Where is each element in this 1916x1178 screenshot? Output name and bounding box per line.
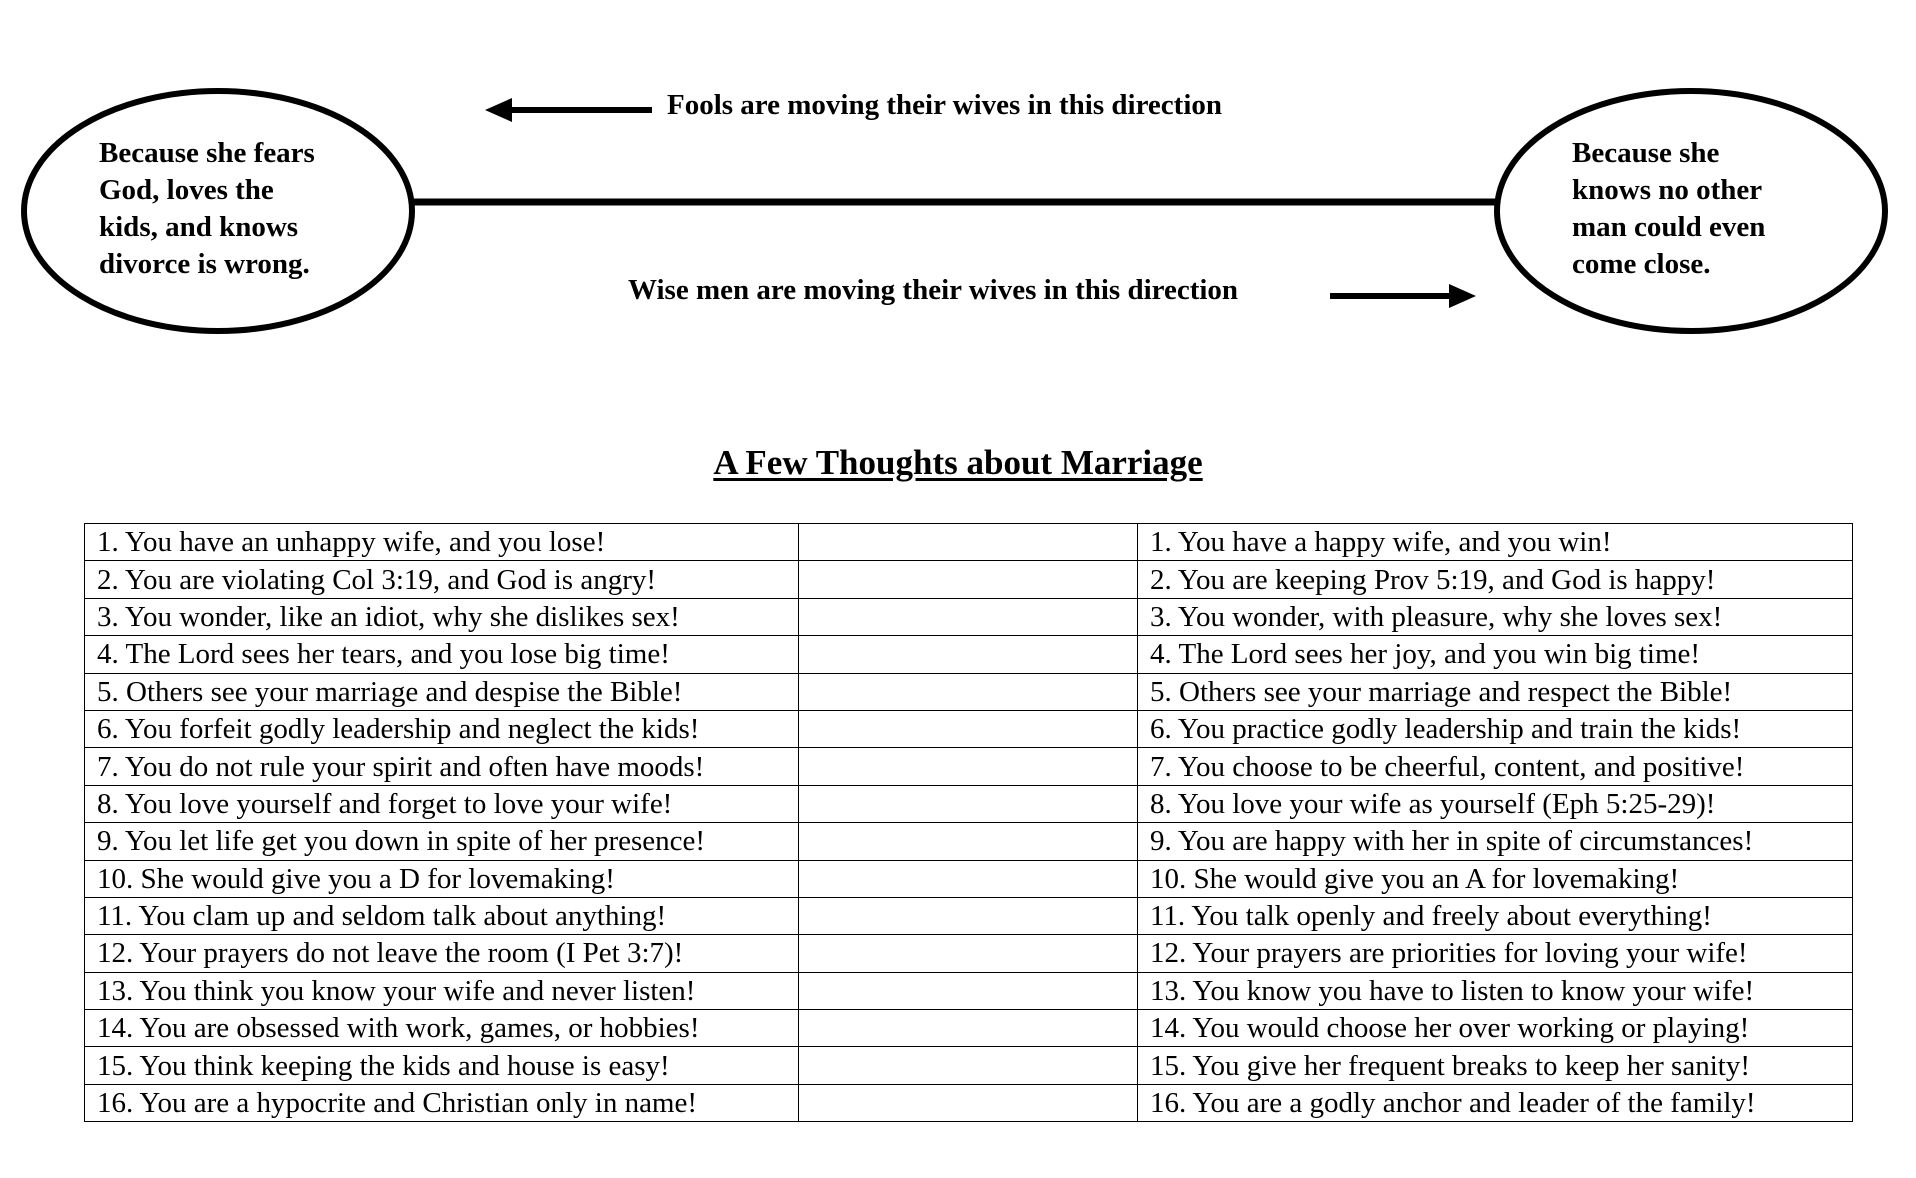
empty-spacer-cell — [799, 598, 1138, 635]
wise-statement-cell: 10. She would give you an A for lovemaking! — [1138, 860, 1853, 897]
table-row — [85, 972, 1853, 1009]
empty-spacer-cell — [799, 860, 1138, 897]
table-row — [85, 860, 1853, 897]
empty-spacer-cell — [799, 897, 1138, 934]
wise-statement-cell: 4. The Lord sees her joy, and you win big time! — [1138, 636, 1853, 673]
fool-statement-cell: 12. Your prayers do not leave the room (I Pet 3:7)! — [85, 935, 799, 972]
table-row — [85, 710, 1853, 747]
wise-statement-cell: 3. You wonder, with pleasure, why she loves sex! — [1138, 598, 1853, 635]
table-row — [85, 1084, 1853, 1121]
arrow-right-icon — [1330, 284, 1476, 308]
fool-statement-cell: 1. You have an unhappy wife, and you lose! — [85, 524, 799, 561]
table-row — [85, 748, 1853, 785]
empty-spacer-cell — [799, 748, 1138, 785]
wise-statement-cell: 7. You choose to be cheerful, content, and positive! — [1138, 748, 1853, 785]
empty-spacer-cell — [799, 1047, 1138, 1084]
wise-statement-cell: 12. Your prayers are priorities for loving your wife! — [1138, 935, 1853, 972]
fools-direction-label: Fools are moving their wives in this direction — [667, 89, 1223, 121]
wise-statement-cell: 13. You know you have to listen to know your wife! — [1138, 972, 1853, 1009]
wise-statement-cell: 15. You give her frequent breaks to keep her sanity! — [1138, 1047, 1853, 1084]
empty-spacer-cell — [799, 561, 1138, 598]
wise-direction-label: Wise men are moving their wives in this direction — [628, 274, 1239, 306]
wise-statement-cell: 14. You would choose her over working or playing! — [1138, 1010, 1853, 1047]
empty-spacer-cell — [799, 1010, 1138, 1047]
empty-spacer-cell — [799, 673, 1138, 710]
direction-diagram — [0, 0, 1916, 360]
fool-statement-cell: 6. You forfeit godly leadership and neglect the kids! — [85, 710, 799, 747]
fool-statement-cell: 16. You are a hypocrite and Christian only in name! — [85, 1084, 799, 1121]
fool-statement-cell: 5. Others see your marriage and despise the Bible! — [85, 673, 799, 710]
right-ellipse-text: Because she knows no other man could even come close. — [1572, 137, 1766, 280]
fool-statement-cell: 8. You love yourself and forget to love your wife! — [85, 785, 799, 822]
wise-statement-cell: 6. You practice godly leadership and train the kids! — [1138, 710, 1853, 747]
arrow-left-icon — [485, 98, 652, 122]
fool-statement-cell: 13. You think you know your wife and never listen! — [85, 972, 799, 1009]
table-row — [85, 823, 1853, 860]
table-row — [85, 1010, 1853, 1047]
empty-spacer-cell — [799, 972, 1138, 1009]
left-ellipse-text: Because she fears God, loves the kids, and knows divorce is wrong. — [99, 137, 315, 280]
comparison-table-body — [85, 524, 1853, 1122]
comparison-table — [84, 523, 1853, 1122]
table-row — [85, 1047, 1853, 1084]
fool-statement-cell: 2. You are violating Col 3:19, and God is angry! — [85, 561, 799, 598]
wise-statement-cell: 5. Others see your marriage and respect the Bible! — [1138, 673, 1853, 710]
fool-statement-cell: 7. You do not rule your spirit and often have moods! — [85, 748, 799, 785]
wise-statement-cell: 9. You are happy with her in spite of circumstances! — [1138, 823, 1853, 860]
fool-statement-cell: 15. You think keeping the kids and house is easy! — [85, 1047, 799, 1084]
wise-statement-cell: 16. You are a godly anchor and leader of the family! — [1138, 1084, 1853, 1121]
empty-spacer-cell — [799, 1084, 1138, 1121]
empty-spacer-cell — [799, 710, 1138, 747]
empty-spacer-cell — [799, 636, 1138, 673]
wise-statement-cell: 11. You talk openly and freely about everything! — [1138, 897, 1853, 934]
table-row — [85, 561, 1853, 598]
table-row — [85, 524, 1853, 561]
table-row — [85, 785, 1853, 822]
page-title: A Few Thoughts about Marriage — [713, 443, 1203, 482]
table-row — [85, 897, 1853, 934]
fool-statement-cell: 10. She would give you a D for lovemaking! — [85, 860, 799, 897]
table-row — [85, 673, 1853, 710]
empty-spacer-cell — [799, 823, 1138, 860]
wise-statement-cell: 1. You have a happy wife, and you win! — [1138, 524, 1853, 561]
fool-statement-cell: 14. You are obsessed with work, games, or hobbies! — [85, 1010, 799, 1047]
empty-spacer-cell — [799, 785, 1138, 822]
fool-statement-cell: 11. You clam up and seldom talk about anything! — [85, 897, 799, 934]
fool-statement-cell: 9. You let life get you down in spite of her presence! — [85, 823, 799, 860]
wise-statement-cell: 2. You are keeping Prov 5:19, and God is happy! — [1138, 561, 1853, 598]
empty-spacer-cell — [799, 524, 1138, 561]
table-row — [85, 636, 1853, 673]
table-row — [85, 598, 1853, 635]
table-row — [85, 935, 1853, 972]
wise-statement-cell: 8. You love your wife as yourself (Eph 5:25-29)! — [1138, 785, 1853, 822]
fool-statement-cell: 4. The Lord sees her tears, and you lose big time! — [85, 636, 799, 673]
empty-spacer-cell — [799, 935, 1138, 972]
fool-statement-cell: 3. You wonder, like an idiot, why she dislikes sex! — [85, 598, 799, 635]
